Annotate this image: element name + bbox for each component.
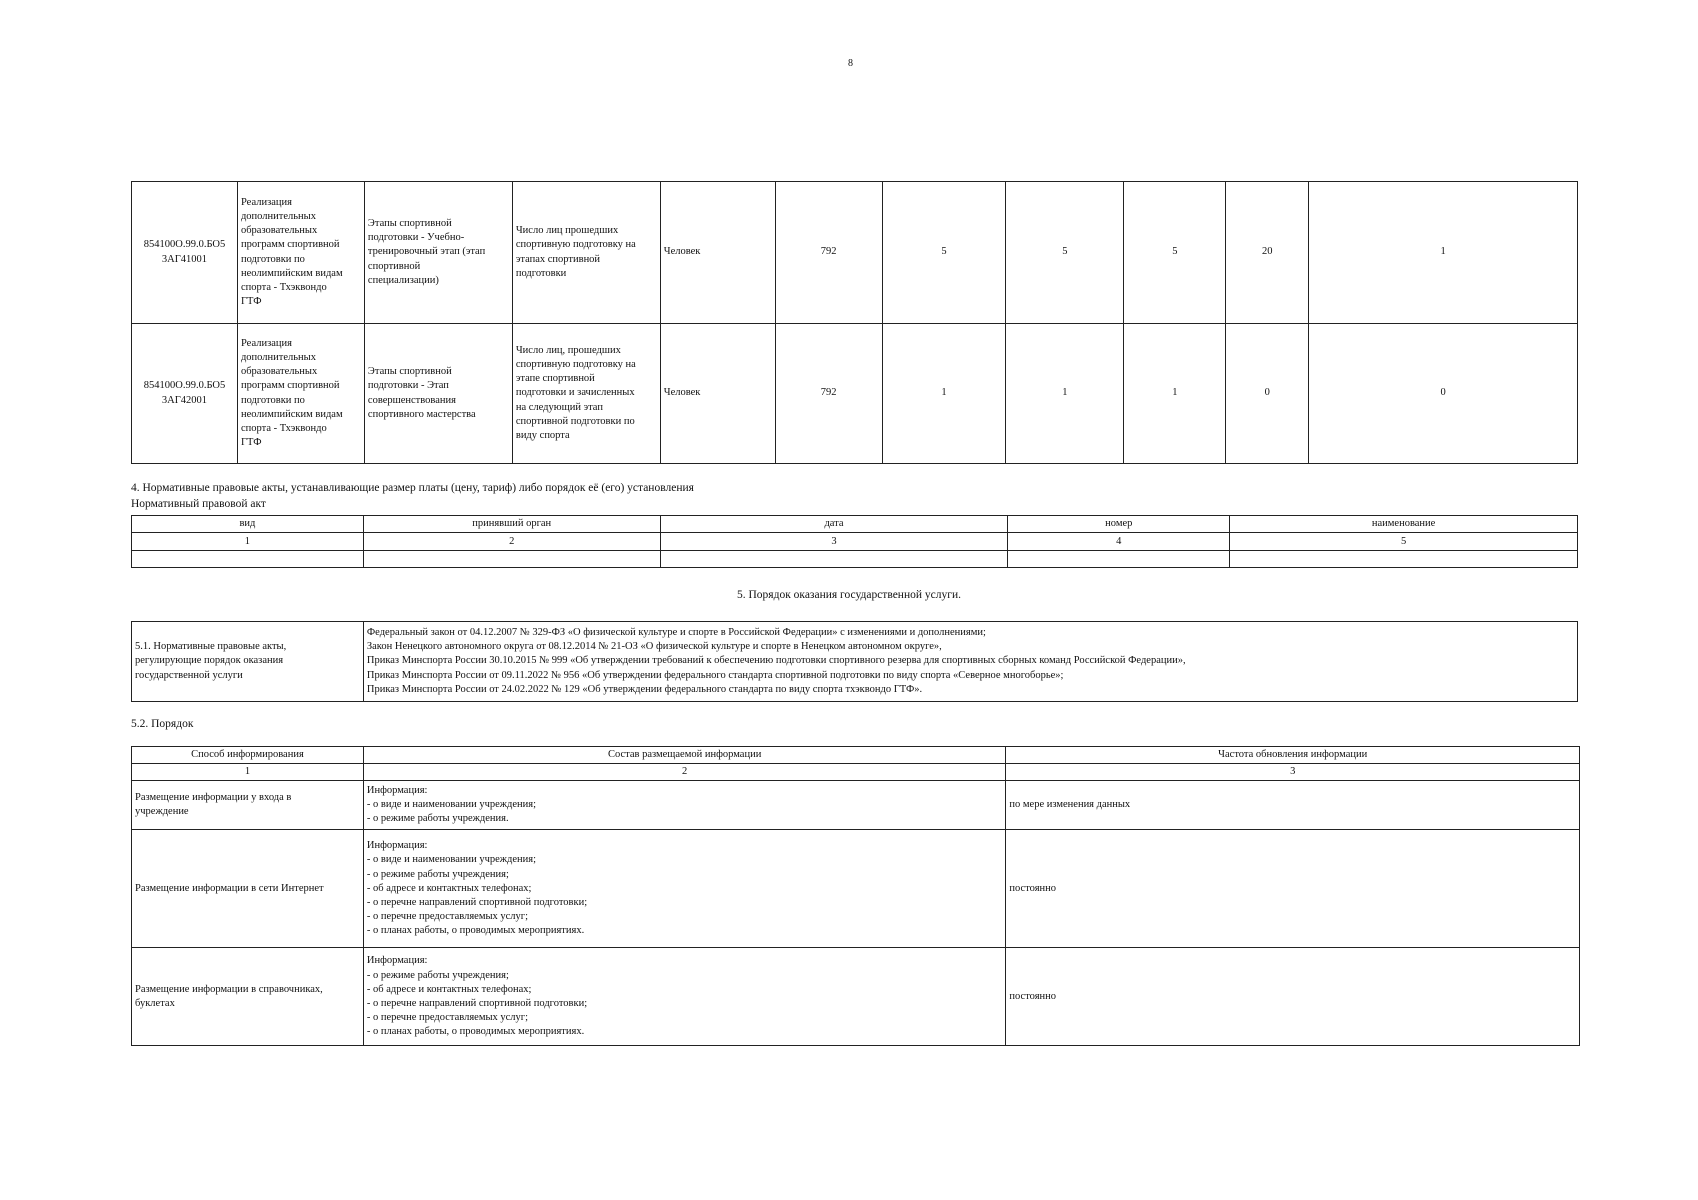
empty-cell bbox=[1230, 551, 1578, 568]
act-line: Федеральный закон от 04.12.2007 № 329-ФЗ «О физической культуре и спорте в Российской Федерации» с изменениями и дополнениями; bbox=[366, 627, 986, 639]
value-cell: 0 bbox=[1309, 324, 1578, 464]
column-header: номер bbox=[1008, 516, 1230, 533]
section-4-subtitle: Нормативный правовой акт bbox=[131, 498, 266, 510]
regulating-acts-list bbox=[363, 622, 1577, 702]
value-cell: 5 bbox=[882, 182, 1006, 324]
informing-method: Размещение информации в справочниках, буклетах bbox=[132, 948, 364, 1046]
informing-content: Информация: - о виде и наименовании учреждения; - о режиме работы учреждения; - об адресе и контактных телефонах; - о перечне направлений спортивной подготовки; - о перечне предоставляемых услуг; - о планах работы, о проводимых мероприятиях. bbox=[363, 830, 1006, 948]
informing-content: Информация: - о виде и наименовании учреждения; - о режиме работы учреждения. bbox=[363, 781, 1006, 830]
regulating-acts-label: 5.1. Нормативные правовые акты, регулирующие порядок оказания государственной услуги bbox=[132, 622, 364, 702]
indicator-name: Число лиц, прошедших спортивную подготовку на этапе спортивной подготовки и зачисленных на следующий этап спортивной подготовки по виду спорта bbox=[512, 324, 660, 464]
legal-acts-table bbox=[131, 515, 1578, 568]
value-cell: 1 bbox=[882, 324, 1006, 464]
value-cell: 5 bbox=[1124, 182, 1226, 324]
table-row bbox=[132, 622, 1578, 702]
informing-method: Размещение информации у входа в учреждение bbox=[132, 781, 364, 830]
table-header-row bbox=[132, 516, 1578, 533]
empty-cell bbox=[363, 551, 660, 568]
table-row bbox=[132, 948, 1580, 1046]
column-number: 3 bbox=[660, 533, 1008, 551]
informing-frequency: постоянно bbox=[1006, 830, 1580, 948]
program-name: Реализация дополнительных образовательных программ спортивной подготовки по неолимпийским видам спорта - Тхэквондо ГТФ bbox=[237, 324, 364, 464]
stage-name: Этапы спортивной подготовки - Этап совершенствования спортивного мастерства bbox=[364, 324, 512, 464]
value-cell: 20 bbox=[1226, 182, 1309, 324]
column-header: дата bbox=[660, 516, 1008, 533]
column-header: Состав размещаемой информации bbox=[363, 747, 1006, 764]
unit-name: Человек bbox=[660, 182, 775, 324]
act-line: Приказ Минспорта России от 09.11.2022 № 956 «Об утверждении федерального стандарта спортивной подготовки по виду спорта «Северное многоборье»; bbox=[366, 669, 1064, 681]
section-5-title: 5. Порядок оказания государственной услуги. bbox=[737, 589, 961, 601]
value-cell: 1 bbox=[1006, 324, 1124, 464]
informing-frequency: постоянно bbox=[1006, 948, 1580, 1046]
column-number: 1 bbox=[132, 764, 364, 781]
empty-cell bbox=[1008, 551, 1230, 568]
column-number: 2 bbox=[363, 533, 660, 551]
value-cell: 0 bbox=[1226, 324, 1309, 464]
program-name: Реализация дополнительных образовательных программ спортивной подготовки по неолимпийским видам спорта - Тхэквондо ГТФ bbox=[237, 182, 364, 324]
registry-code: 854100О.99.0.БО5 3АГ41001 bbox=[132, 182, 238, 324]
empty-cell bbox=[660, 551, 1008, 568]
table-row bbox=[132, 533, 1578, 551]
column-number: 2 bbox=[363, 764, 1006, 781]
table-row bbox=[132, 830, 1580, 948]
act-line: Закон Ненецкого автономного округа от 08.12.2014 № 21-ОЗ «О физической культуре и спорте в Ненецком автономном округе», bbox=[366, 641, 942, 653]
stage-name: Этапы спортивной подготовки - Учебно- тренировочный этап (этап спортивной специализации) bbox=[364, 182, 512, 324]
column-number: 1 bbox=[132, 533, 364, 551]
table-row bbox=[132, 551, 1578, 568]
unit-name: Человек bbox=[660, 324, 775, 464]
table-header-row bbox=[132, 747, 1580, 764]
act-line: Приказ Минспорта России от 24.02.2022 № 129 «Об утверждении федерального стандарта по виду спорта тхэквондо ГТФ». bbox=[366, 683, 923, 695]
value-cell: 1 bbox=[1309, 182, 1578, 324]
column-header: Способ информирования bbox=[132, 747, 364, 764]
column-number: 5 bbox=[1230, 533, 1578, 551]
indicators-table bbox=[131, 181, 1578, 464]
table-row bbox=[132, 781, 1580, 830]
informing-table bbox=[131, 746, 1580, 1046]
section-5-2-title: 5.2. Порядок bbox=[131, 718, 194, 730]
table-row bbox=[132, 324, 1578, 464]
regulating-acts-table bbox=[131, 621, 1578, 702]
column-number: 4 bbox=[1008, 533, 1230, 551]
empty-cell bbox=[132, 551, 364, 568]
page-number: 8 bbox=[848, 58, 853, 69]
informing-method: Размещение информации в сети Интернет bbox=[132, 830, 364, 948]
table-row bbox=[132, 182, 1578, 324]
column-header: принявший орган bbox=[363, 516, 660, 533]
okei-code: 792 bbox=[775, 324, 882, 464]
value-cell: 5 bbox=[1006, 182, 1124, 324]
column-header: Частота обновления информации bbox=[1006, 747, 1580, 764]
column-header: вид bbox=[132, 516, 364, 533]
informing-frequency: по мере изменения данных bbox=[1006, 781, 1580, 830]
table-row bbox=[132, 764, 1580, 781]
act-line: Приказ Минспорта России 30.10.2015 № 999 «Об утверждении требований к обеспечению подготовки спортивного резерва для спортивных сборных команд Российской Федерации», bbox=[366, 655, 1186, 667]
value-cell: 1 bbox=[1124, 324, 1226, 464]
registry-code: 854100О.99.0.БО5 3АГ42001 bbox=[132, 324, 238, 464]
okei-code: 792 bbox=[775, 182, 882, 324]
informing-content: Информация: - о режиме работы учреждения; - об адресе и контактных телефонах; - о перечне направлений спортивной подготовки; - о перечне предоставляемых услуг; - о планах работы, о проводимых мероприятиях. bbox=[363, 948, 1006, 1046]
column-header: наименование bbox=[1230, 516, 1578, 533]
indicator-name: Число лиц прошедших спортивную подготовку на этапах спортивной подготовки bbox=[512, 182, 660, 324]
section-4-title: 4. Нормативные правовые акты, устанавливающие размер платы (цену, тариф) либо порядок её (его) установления bbox=[131, 482, 694, 494]
column-number: 3 bbox=[1006, 764, 1580, 781]
